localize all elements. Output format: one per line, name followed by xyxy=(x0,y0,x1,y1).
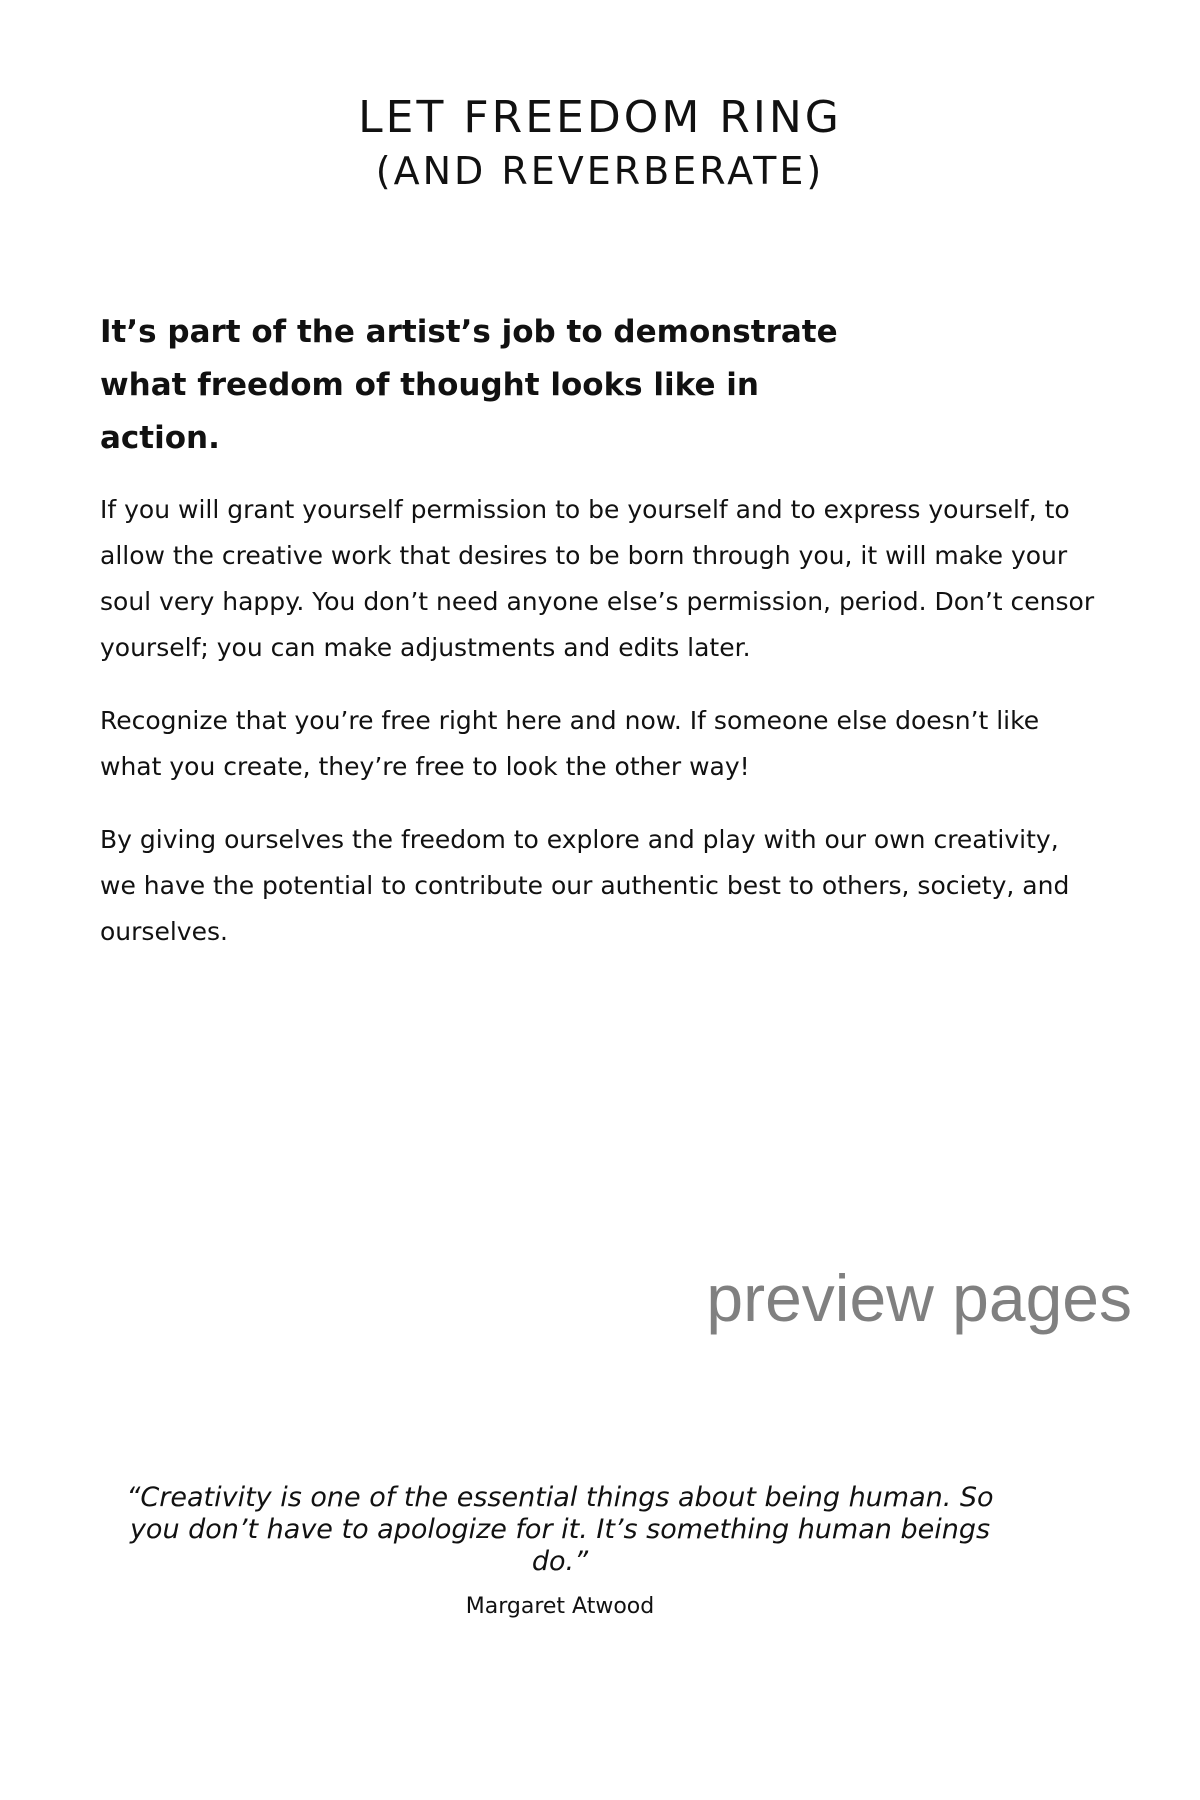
quote-author: Margaret Atwood xyxy=(465,1594,655,1619)
quote-block xyxy=(0,1482,1120,1622)
body-paragraph-3: By giving ourselves the freedom to explore and play with our own creativity, we have the potential to contribute our authentic best to others, society, and ourselves. xyxy=(100,825,1070,946)
page-title xyxy=(0,92,1200,196)
preview-watermark: preview pages xyxy=(706,1261,1132,1335)
title-line-2: (AND REVERBERATE) xyxy=(375,149,825,193)
body-content xyxy=(100,306,1100,982)
lead-paragraph: It’s part of the artist’s job to demonstrate what freedom of thought looks like in action. xyxy=(100,314,838,456)
body-paragraph-1: If you will grant yourself permission to be yourself and to express yourself, to allow the creative work that desires to be born through you, it will make your soul very happy. You don’t need anyone else’s permission, period. Don’t censor yourself; you can make adjustments and edits later. xyxy=(100,495,1095,662)
title-line-1: LET FREEDOM RING xyxy=(358,92,842,143)
quote-text: “Creativity is one of the essential things about being human. So you don’t have to apologize for it. It’s something human beings do.” xyxy=(126,1482,994,1577)
body-paragraph-2: Recognize that you’re free right here and now. If someone else doesn’t like what you create, they’re free to look the other way! xyxy=(100,706,1040,781)
